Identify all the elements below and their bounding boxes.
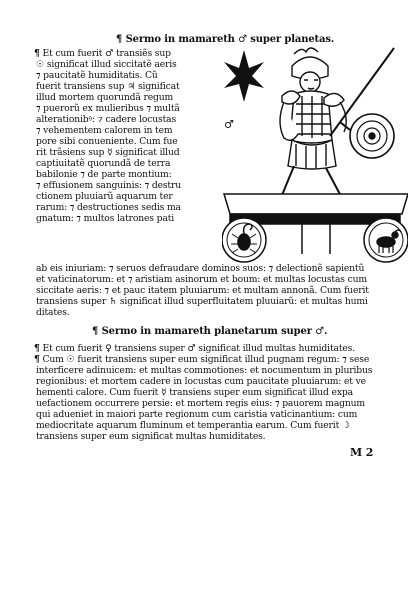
text-line: illud mortem quorundã regum (36, 92, 174, 103)
warrior-figure (276, 48, 394, 200)
text-line: pore sibi conueniente. Cum fue (36, 136, 178, 147)
text-line: qui adueniet in maiori parte regionum cum caristia vaticinantium: cum (36, 409, 358, 420)
text-line: ¶ Cum ☉ fuerit transiens super eum significat illud pugnam regum: ⁊ sese (34, 354, 370, 365)
pilcrow-mark: ¶ (34, 354, 40, 365)
text-line: transiens super eum significat multas humiditates. (36, 431, 266, 442)
text-line: ⁊ puerorũ ex mulieribus ⁊ multã (36, 103, 180, 114)
text-line: transiens super ♄ significat illud superfluitatem pluuiarũ: et multas humi (36, 296, 368, 307)
mars-symbol-icon: ♂ (224, 118, 234, 131)
pilcrow-mark: ¶ (92, 326, 99, 337)
text-line: regionibus: et mortem cadere in locustas cum paucitate pluuiarum: et ve (36, 376, 366, 387)
text-line: ⁊ vehementem calorem in tem (36, 125, 173, 136)
text-line: ¶ Et cum fuerit ♂ transiẽs sup (34, 48, 171, 59)
chariot-wheel-right (364, 218, 408, 262)
text-line: mediocritate aquarum fluminum et temperantia earum. Cum fuerit ☽ (36, 420, 350, 431)
text-line: gnatum: ⁊ multos latrones pati (36, 213, 175, 224)
mars-woodcut-illustration (222, 44, 408, 268)
text-line: ☉ significat illud siccitatẽ aeris (36, 59, 177, 70)
pilcrow-mark: ¶ (34, 48, 40, 59)
chariot-wheel-left (222, 218, 266, 262)
text-line: rarum: ⁊ destructiones sedis ma (36, 202, 181, 213)
star-icon (224, 50, 264, 102)
text-line: ⁊ effusionem sanguinis: ⁊ destru (36, 180, 181, 191)
text-line: captiuitatẽ quorundã de terra (36, 158, 171, 169)
text-line: ¶ Et cum fuerit ♀ transiens super ♂ significat illud multas humiditates. (34, 343, 355, 354)
text-line: babilonie ⁊ de parte montium: (36, 169, 172, 180)
text-line: hementi calore. Cum fuerit ☿ transiens super eum significat illud expa (36, 387, 353, 398)
text-line: alterationibꝰ: ⁊ cadere locustas (36, 114, 177, 125)
heading-2-text: Sermo in mamareth planetarum super ♂. (101, 326, 328, 337)
text-line: ditates. (36, 307, 70, 318)
text-line: siccitate aeris: ⁊ et pauc itatem pluuiarum: et multam annonã. Cum fuerit (36, 285, 369, 296)
heading-1-text: Sermo in mamareth ♂ super planetas. (125, 34, 335, 45)
section-heading-2 (92, 326, 327, 337)
text-line: et vaticinatorum: et ⁊ aristiam asinorum et boum: et multas locustas cum (36, 274, 367, 285)
text-line: ctionem pluuiarũ aquarum ter (36, 191, 173, 202)
pilcrow-mark: ¶ (34, 343, 40, 354)
text-line: interficere adinuicem: et multas commotiones: et nocumentum in pluribus (36, 365, 373, 376)
pilcrow-mark: ¶ (116, 34, 123, 45)
text-line: ab eis iniuriam: ⁊ seruos defraudare dominos suos: ⁊ delectionẽ sapientũ (36, 263, 365, 274)
text-line: uefactionem occurrere persie: et mortem regis eius: ⁊ pauorem magnum (36, 398, 365, 409)
chariot (222, 194, 408, 262)
text-line: rit trãsiens sup ☿ significat illud (36, 147, 180, 158)
text-line: fuerit transiens sup ♃ significat (36, 81, 180, 92)
signature-mark: M 2 (350, 446, 374, 459)
text-line: ⁊ paucitatẽ humiditatis. Cũ (36, 70, 158, 81)
shield-icon (350, 114, 394, 158)
